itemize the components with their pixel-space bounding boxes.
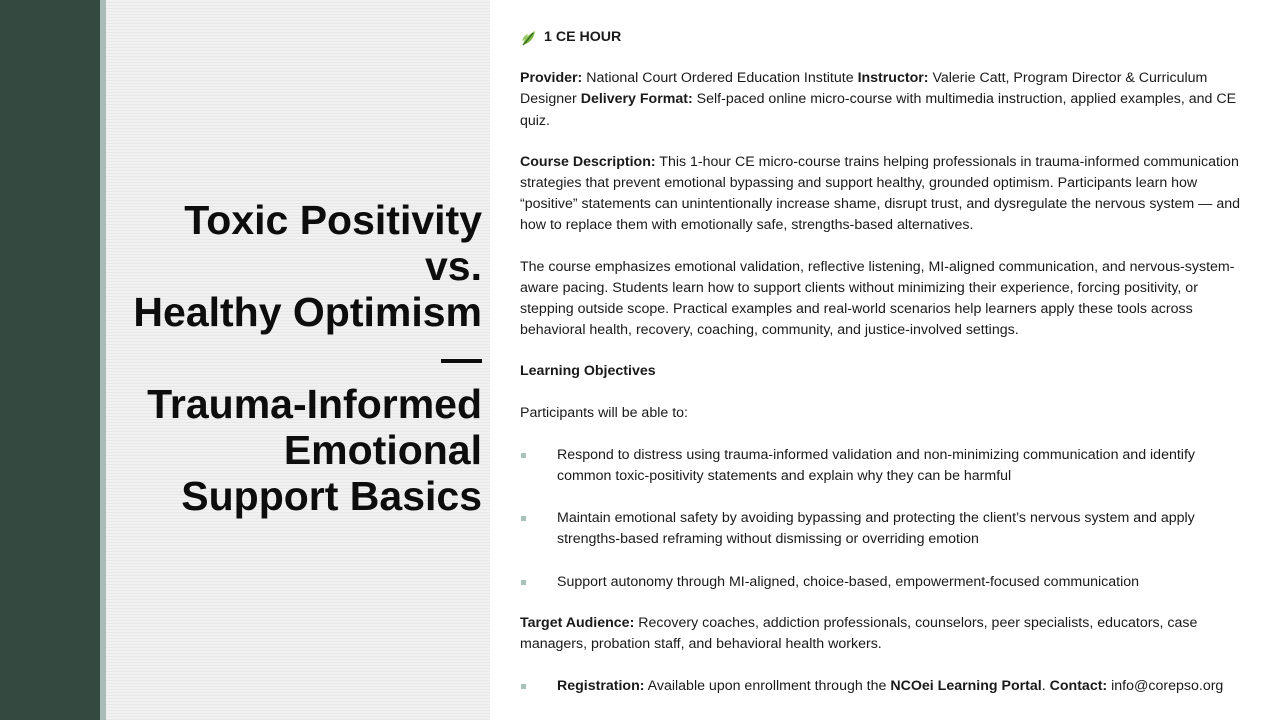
audience-label: Target Audience: <box>520 614 635 631</box>
objective-text: Respond to distress using trauma-informed validation and non-minimizing communication and identify common toxic-positivity statements and explain why they can be harmful <box>557 446 1195 485</box>
title-line-1: Toxic Positivity <box>184 197 482 243</box>
objective-text: Support autonomy through MI-aligned, choice-based, empowerment-focused communication <box>557 573 1139 590</box>
title-line-3: Healthy Optimism <box>133 289 482 335</box>
portal-name: NCOei Learning Portal <box>890 678 1042 695</box>
delivery-value: Self-paced online micro-course with multimedia instruction, applied examples, and CE quiz. <box>520 91 1237 129</box>
delivery-label: Delivery Format: <box>580 91 693 108</box>
objective-text: Maintain emotional safety by avoiding bypassing and protecting the client’s nervous system and apply strengths-based reframing without dismissing or overriding emotion <box>557 510 1195 548</box>
description-paragraph <box>520 152 1252 237</box>
description-label: Course Description: <box>520 153 656 170</box>
objective-item <box>520 572 1252 593</box>
ce-hour-label: 1 CE HOUR <box>544 29 622 45</box>
contact-label: Contact: <box>1049 678 1108 695</box>
title-line-7: Support Basics <box>181 473 482 519</box>
emphasis-paragraph: The course emphasizes emotional validation, reflective listening, MI-aligned communication, and nervous-system-aware pacing. Students learn how to support clients without minimizing their experience, forcing positivity, or stepping outside scope. Practical examples and real-world scenarios help learners apply these tools across behavioral health, recovery, coaching, community, and justice-involved settings. <box>520 258 1235 339</box>
objectives-heading <box>520 361 1252 382</box>
title-line-6: Emotional <box>283 427 482 473</box>
provider-value: National Court Ordered Education Institute <box>586 70 854 87</box>
bullet-square-icon <box>521 580 526 585</box>
provider-label: Provider: <box>520 70 583 87</box>
instructor-value: Valerie Catt, Program Director & Curriculum Designer <box>520 70 1208 108</box>
leaf-icon <box>520 29 538 47</box>
title-line-2: vs. <box>425 243 482 289</box>
contact-email: info@corepso.org <box>1111 678 1224 695</box>
instructor-label: Instructor: <box>857 70 929 87</box>
registration-item <box>520 676 1252 697</box>
provider-paragraph <box>520 68 1252 132</box>
audience-text: Recovery coaches, addiction professionals, counselors, peer specialists, educators, case managers, probation staff, and behavioral health workers. <box>520 614 1198 653</box>
objectives-intro: Participants will be able to: <box>520 404 688 421</box>
title-line-4: — <box>441 335 482 381</box>
course-details <box>520 27 1252 697</box>
bullet-square-icon <box>521 516 526 521</box>
title-line-5: Trauma-Informed <box>147 381 482 427</box>
slide-title <box>112 197 482 519</box>
objective-item <box>520 508 1252 550</box>
audience-paragraph <box>520 613 1252 655</box>
description-text: This 1-hour CE micro-course trains helping professionals in trauma-informed communication strategies that prevent emotional bypassing and support healthy, grounded optimism. Participants learn how “positive” statements can unintentionally increase shame, disrupt trust, and dysregulate the nervous system — and how to replace them with emotionally safe, strengths-based alternatives. <box>520 153 1240 234</box>
registration-text: Available upon enrollment through the <box>647 678 887 695</box>
objective-item <box>520 445 1252 487</box>
objectives-heading-text: Learning Objectives <box>520 363 656 380</box>
registration-period: . <box>1041 678 1046 695</box>
bullet-square-icon <box>521 453 526 458</box>
registration-label: Registration: <box>557 678 645 695</box>
sidebar-dark-band <box>0 0 100 720</box>
ce-hour-line <box>520 27 1252 48</box>
bullet-square-icon <box>521 684 526 689</box>
